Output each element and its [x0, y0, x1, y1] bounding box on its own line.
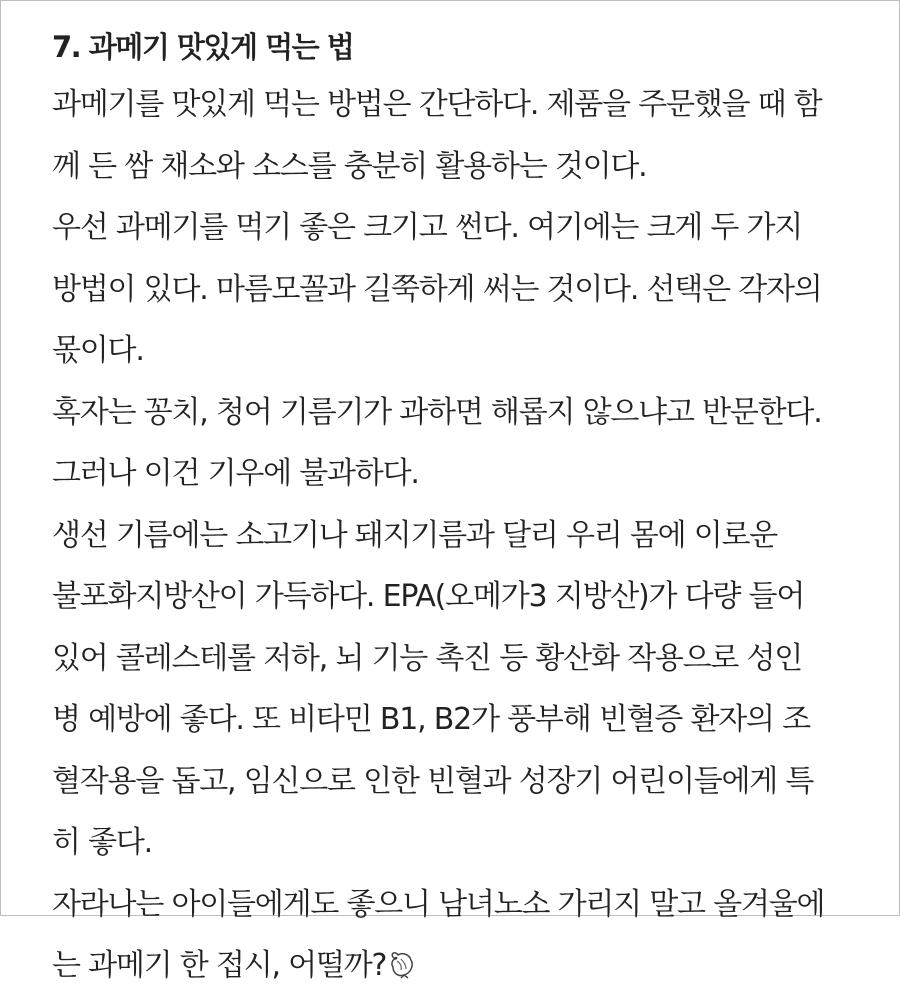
text-line: 있어 콜레스테롤 저하, 뇌 기능 촉진 등 황산화 작용으로 성인 [52, 640, 803, 676]
text-line: 그러나 이건 기우에 불과하다. [52, 456, 419, 491]
article-section [52, 20, 832, 997]
paragraph-cutting [52, 197, 832, 382]
text-line: 방법이 있다. 마름모꼴과 길쭉하게 써는 것이다. 선택은 각자의 [52, 271, 822, 307]
paragraph-serving [52, 74, 832, 197]
text-line: 불포화지방산이 가득하다. EPA(오메가3 지방산)가 다량 들어 [52, 579, 805, 614]
paragraph-conclusion [52, 874, 832, 997]
section-heading: 7. 과메기 맛있게 먹는 법 [52, 30, 354, 64]
text-line: 혹자는 꽁치, 청어 기름기가 과하면 해롭지 않으냐고 반문한다. [52, 394, 822, 430]
text-line: 자라나는 아이들에게도 좋으니 남녀노소 가리지 말고 올겨울에 [52, 886, 825, 922]
paragraph-health-benefits [52, 505, 832, 874]
text-line: 히 좋다. [52, 825, 153, 860]
text-line: 께 든 쌈 채소와 소스를 충분히 활용하는 것이다. [52, 148, 647, 184]
closing-sentence: 는 과메기 한 접시, 어떨까? [52, 948, 387, 983]
text-line-last [52, 935, 832, 997]
text-line: 혈작용을 돕고, 임신으로 인한 빈혈과 성장기 어린이들에게 특 [52, 763, 814, 799]
text-line: 생선 기름에는 소고기나 돼지기름과 달리 우리 몸에 이로운 [52, 517, 778, 553]
text-line: 우선 과메기를 먹기 좋은 크기고 썬다. 여기에는 크게 두 가지 [52, 210, 803, 245]
text-line: 병 예방에 좋다. 또 비타민 B1, B2가 풍부해 빈혈증 환자의 조 [52, 702, 810, 737]
text-line: 몫이다. [52, 333, 144, 368]
paragraph-oil-concern [52, 382, 832, 505]
text-line: 과메기를 맛있게 먹는 방법은 간단하다. 제품을 주문했을 때 함 [52, 87, 822, 122]
fish-emoticon-icon [387, 939, 417, 969]
